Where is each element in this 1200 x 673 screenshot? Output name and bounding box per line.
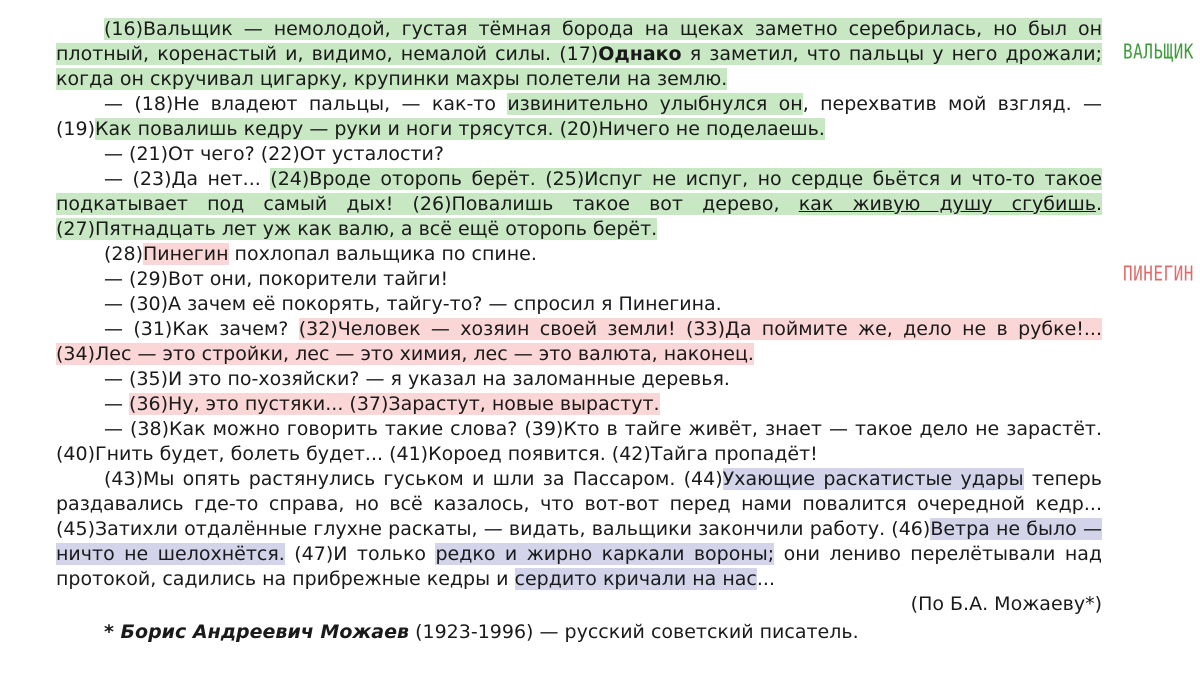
highlighted-span: редко и жирно каркали вороны; bbox=[435, 543, 775, 565]
highlighted-span: . (27)Пятнадцать лет уж как валю, а всё ещё оторопь берёт. bbox=[56, 193, 1102, 240]
text-span: — bbox=[104, 393, 130, 415]
paragraph bbox=[56, 392, 1102, 417]
paragraph bbox=[56, 167, 1102, 242]
paragraph bbox=[56, 267, 1102, 292]
text-span: они лениво перелётывали над протокой, садились на прибрежные кедры и bbox=[56, 543, 1103, 590]
highlighted-span: сердито кричали на нас bbox=[514, 568, 757, 590]
paragraph bbox=[56, 317, 1102, 367]
paragraph bbox=[56, 242, 1102, 267]
text-span: — (23)Да нет... bbox=[104, 168, 271, 190]
text-span: теперь раздавались где-то справа, но всё казалось, что вот-вот перед нами повалится очередной кедр... (45)Затихли отдалённые глухне раскаты, — видать, вальщики закончили работу. (46) bbox=[56, 468, 1102, 540]
highlighted-span: (16)Вальщик — немолодой, густая тёмная борода на щеках заметно серебрилась, но был он плотный, коренастый и, видимо, немалой силы. (17) bbox=[56, 18, 1102, 65]
paragraph bbox=[56, 292, 1102, 317]
highlighted-span: (24)Вроде оторопь берёт. (25)Испуг не испуг, но сердце бьётся и что-то такое подкатывает под самый дых! (26)Повалишь такое вот дерево, bbox=[56, 168, 1103, 215]
highlighted-span: Ветра не было — ничто не шелохнётся. bbox=[56, 518, 1102, 565]
paragraph bbox=[56, 367, 1102, 392]
highlighted-span: Как повалишь кедру — руки и ноги трясутся. (20)Ничего не поделаешь. bbox=[95, 118, 825, 140]
highlighted-span: Ухающие раскатистые удары bbox=[722, 468, 1024, 490]
text-span: , перехватив мой взгляд. — (19) bbox=[56, 93, 1102, 140]
paragraph bbox=[56, 17, 1102, 92]
highlighted-span: Однако bbox=[598, 43, 682, 65]
text-span: — (29)Вот они, покорители тайги! bbox=[104, 268, 449, 290]
text-span: — (38)Как можно говорить такие слова? (39)Кто в тайге живёт, знает — такое дело не зарастёт. (40)Гнить будет, болеть будет... (41)Короед появится. (42)Тайга пропадёт! bbox=[56, 418, 1102, 465]
source-attribution: (По Б.А. Можаеву*) bbox=[910, 593, 1102, 615]
text-span: похлопал вальщика по спине. bbox=[228, 243, 537, 265]
footnote-text: (1923-1996) — русский советский писатель. bbox=[409, 621, 859, 643]
text-span: (28) bbox=[104, 243, 144, 265]
text-body bbox=[56, 17, 1102, 645]
footnote bbox=[56, 620, 1102, 645]
text-span: (43)Мы опять растянулись гуськом и шли за Пассаром. (44) bbox=[104, 468, 723, 490]
text-span: — (31)Как зачем? bbox=[104, 318, 299, 340]
highlighted-span: (36)Ну, это пустяки... (37)Зарастут, новые вырастут. bbox=[129, 393, 660, 415]
text-span: (47)И только bbox=[284, 543, 436, 565]
side-note-pinegin: ПИНЕГИН bbox=[1123, 261, 1194, 286]
text-span: — (35)И это по-хозяйски? — я указал на заломанные деревья. bbox=[104, 368, 730, 390]
text-span: — (18)Не владеют пальцы, — как-то bbox=[104, 93, 508, 115]
text-span: ... bbox=[756, 568, 775, 590]
side-note-valshchik: ВАЛЬЩИК bbox=[1123, 39, 1194, 64]
text-span: — (30)А зачем её покорять, тайгу-то? — спросил я Пинегина. bbox=[104, 293, 722, 315]
footnote-author: * Борис Андреевич Можаев bbox=[104, 621, 410, 643]
highlighted-span: (32)Человек — хозяин своей земли! (33)Да поймите же, дело не в рубке!... (34)Лес — это стройки, лес — это химия, лес — это валюта, наконец. bbox=[56, 318, 1103, 365]
highlighted-span: извинительно улыбнулся он bbox=[507, 93, 803, 115]
highlighted-span: Пинегин bbox=[143, 243, 229, 265]
text-span: — (21)От чего? (22)От усталости? bbox=[104, 143, 444, 165]
paragraph bbox=[56, 467, 1102, 592]
paragraph bbox=[56, 142, 1102, 167]
paragraph bbox=[56, 417, 1102, 467]
paragraph bbox=[56, 92, 1102, 142]
highlighted-span: как живую душу сгубишь bbox=[798, 193, 1096, 215]
highlighted-span: я заметил, что пальцы у него дрожали; когда он скручивал цигарку, крупинки махры полетели на землю. bbox=[56, 43, 1102, 90]
